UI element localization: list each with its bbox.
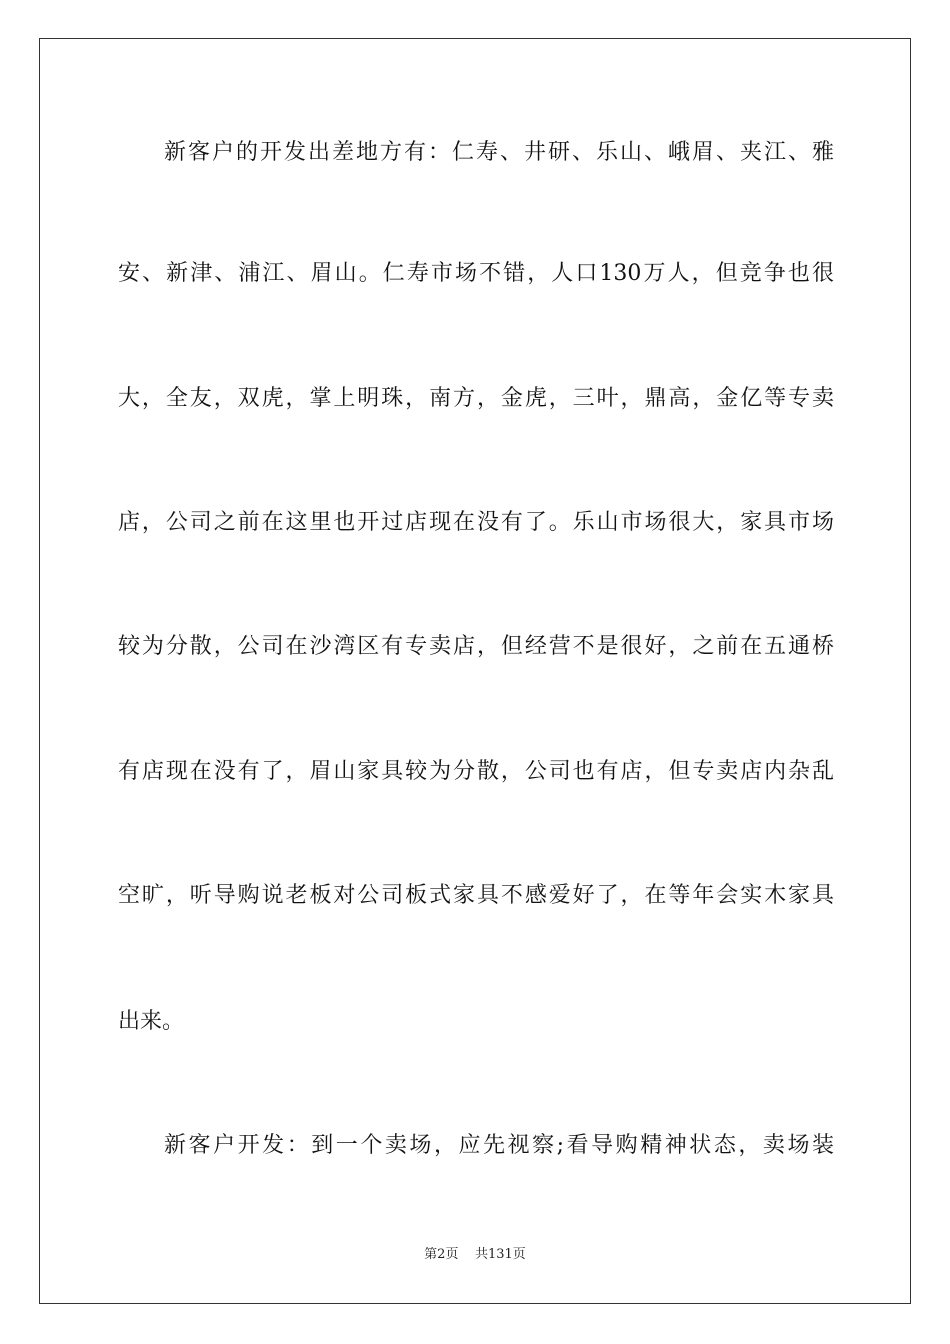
paragraph-1-line-8: 出来。	[118, 1009, 185, 1034]
page-number: 第2页	[424, 1247, 459, 1262]
paragraph-2-line-1: 新客户开发：到一个卖场，应先视察;看导购精神状态，卖场装	[164, 1133, 834, 1158]
paragraph-1-line-2: 安、新津、浦江、眉山。仁寿市场不错，人口130万人，但竞争也很	[118, 261, 834, 286]
paragraph-1-line-4: 店，公司之前在这里也开过店现在没有了。乐山市场很大，家具市场	[118, 510, 834, 535]
paragraph-1-line-5: 较为分散，公司在沙湾区有专卖店，但经营不是很好，之前在五通桥	[118, 634, 834, 659]
paragraph-1-line-7: 空旷，听导购说老板对公司板式家具不感爱好了，在等年会实木家具	[118, 883, 834, 908]
paragraph-1-line-3: 大，全友，双虎，掌上明珠，南方，金虎，三叶，鼎高，金亿等专卖	[118, 386, 834, 411]
paragraph-1-line-1: 新客户的开发出差地方有：仁寿、井研、乐山、峨眉、夹江、雅	[164, 140, 834, 165]
page-total: 共131页	[474, 1247, 526, 1262]
paragraph-1-line-6: 有店现在没有了，眉山家具较为分散，公司也有店，但专卖店内杂乱	[118, 759, 834, 784]
page-frame	[39, 38, 911, 1304]
page-footer	[0, 1246, 950, 1264]
